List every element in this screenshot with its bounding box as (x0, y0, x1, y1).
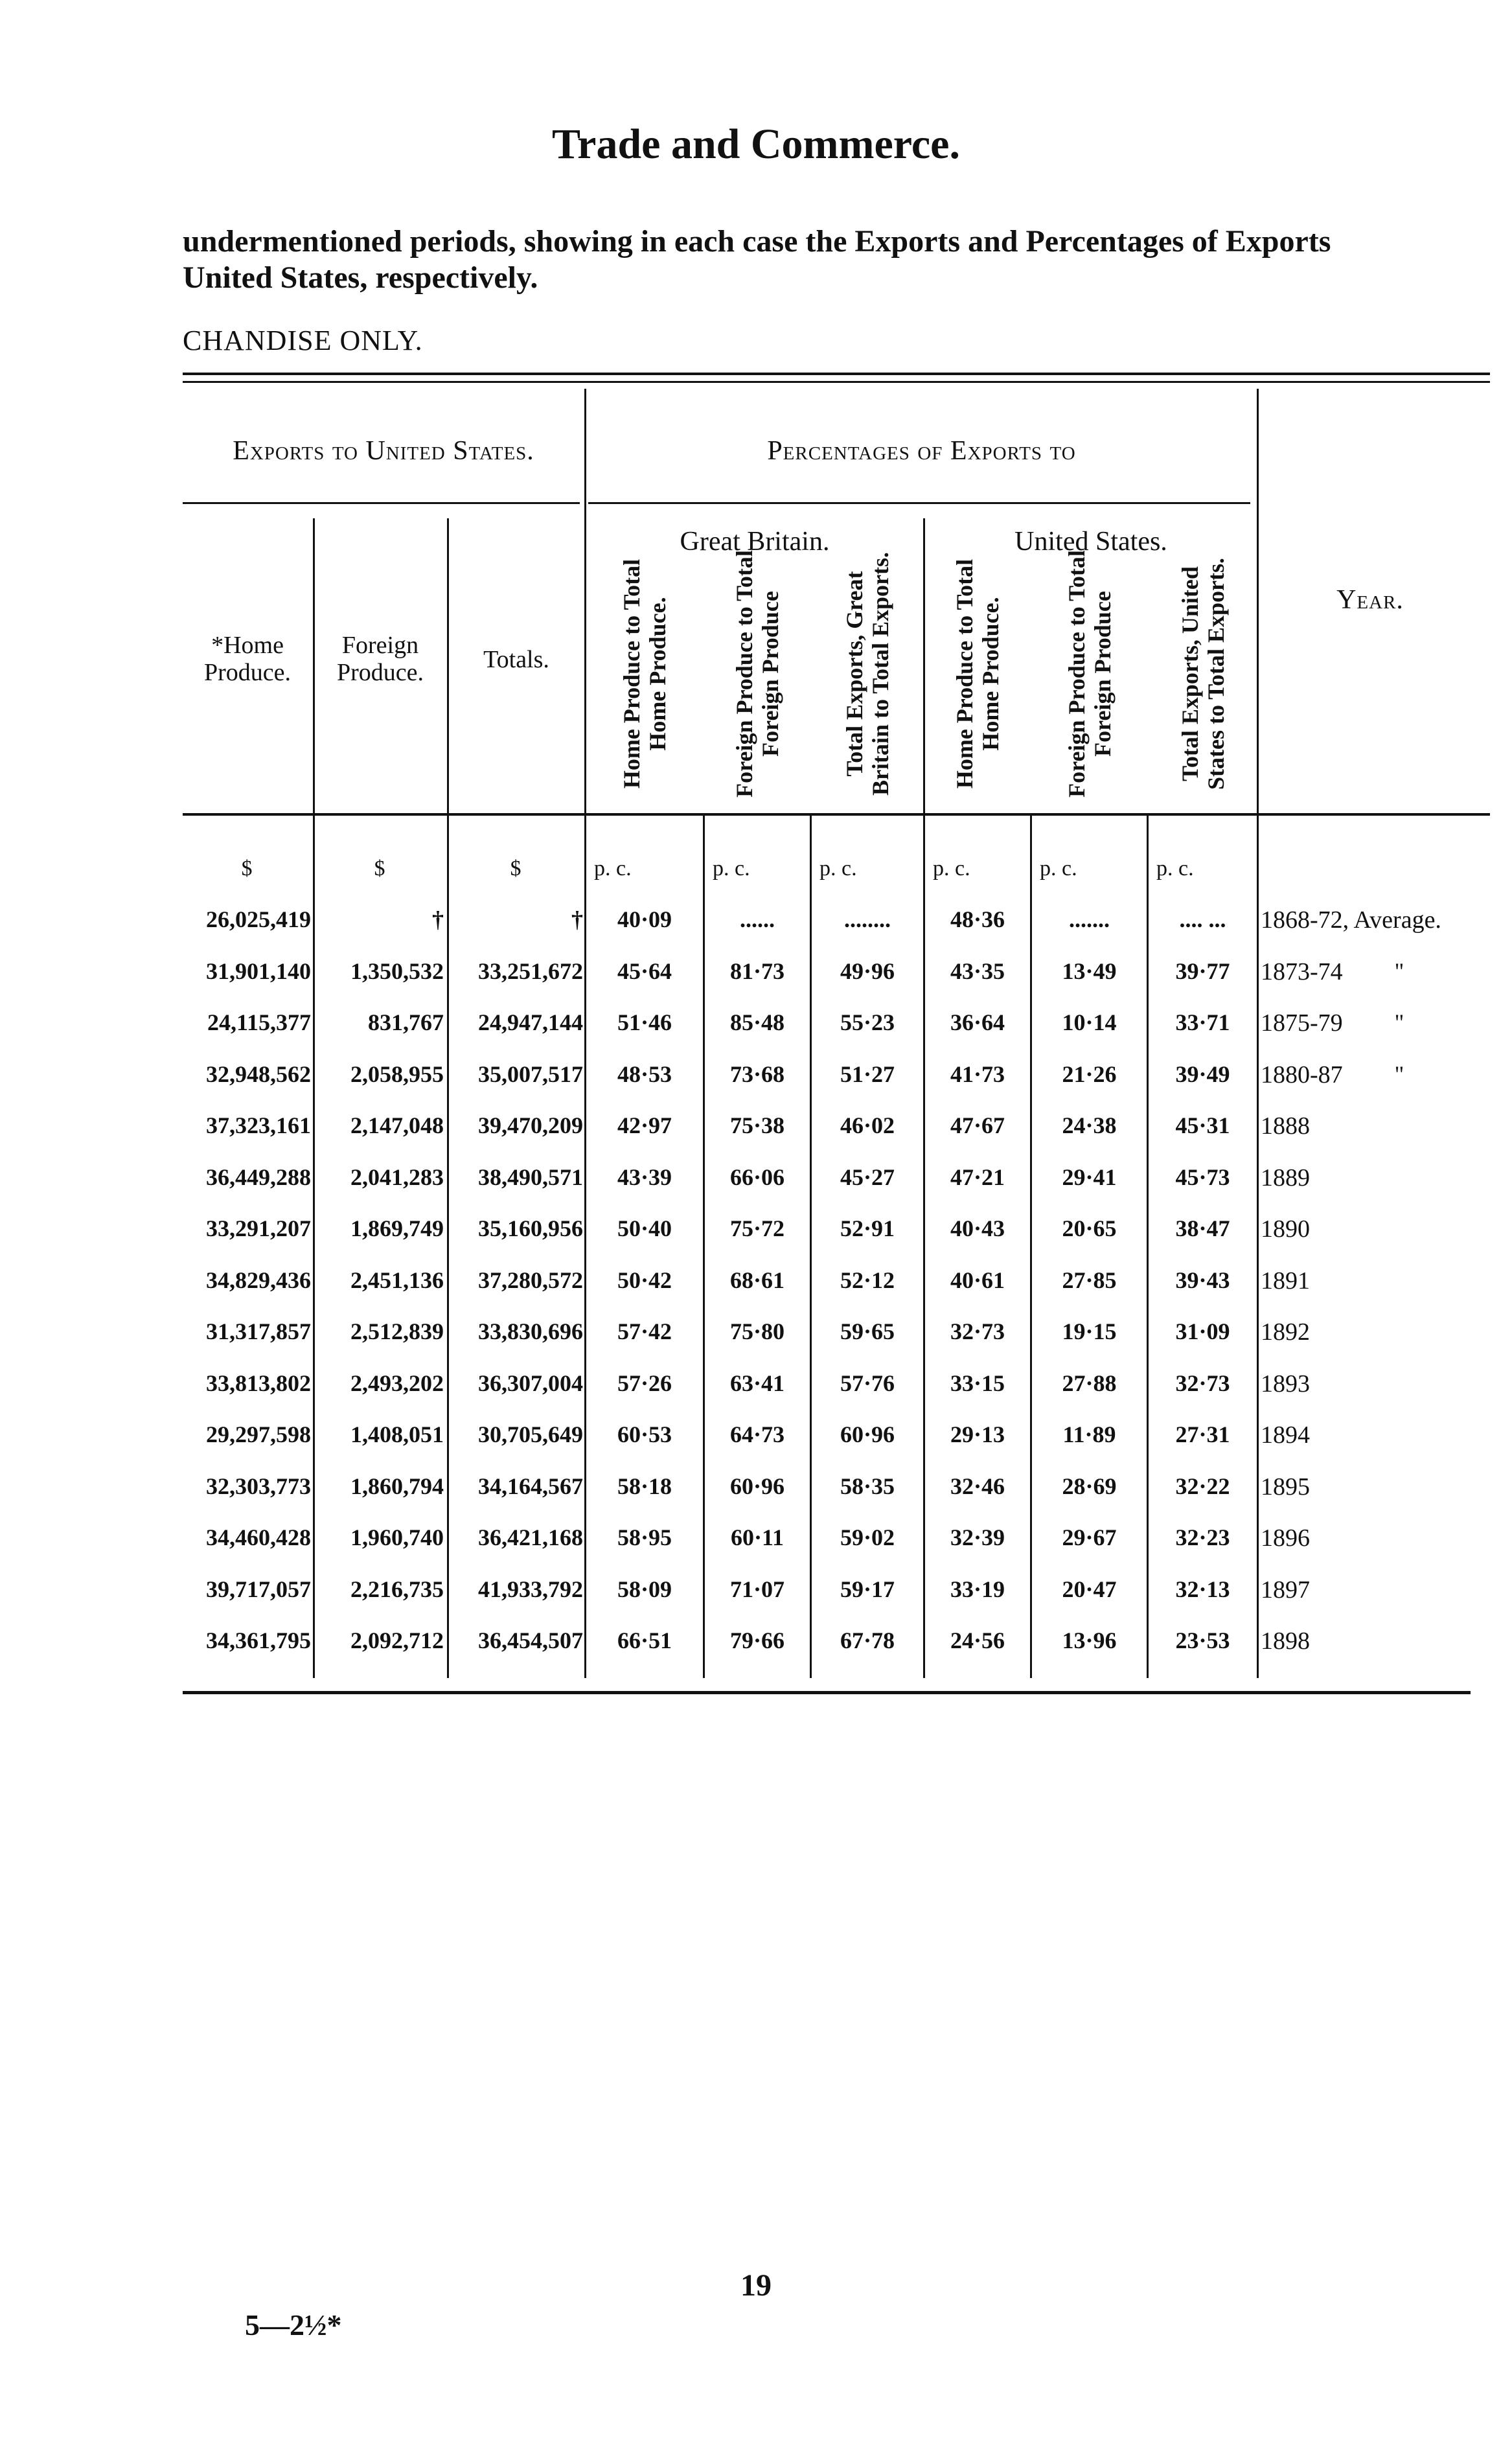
cell-gb-total: 59·02 (840, 1524, 895, 1550)
unit-label: p. c. (933, 857, 970, 880)
intro-line: United States, respectively. (183, 260, 538, 295)
cell-gb-home: 57·26 (617, 1370, 672, 1396)
cell-gb-home: 60·53 (617, 1421, 672, 1447)
cell-foreign: 2,092,712 (350, 1627, 444, 1653)
cell-foreign: 831,767 (368, 1009, 444, 1035)
cell-foreign: 1,960,740 (350, 1524, 444, 1550)
page-number: 19 (740, 2268, 772, 2303)
cell-gb-home: 48·53 (617, 1061, 672, 1087)
cell-gb-foreign: ...... (740, 906, 775, 932)
cell-us-foreign: 29·41 (1062, 1164, 1117, 1190)
cell-us-total: 38·47 (1175, 1215, 1230, 1241)
cell-us-foreign: 20·65 (1062, 1215, 1117, 1241)
cell-foreign: 2,058,955 (350, 1061, 444, 1087)
cell-foreign: 2,512,839 (350, 1318, 444, 1344)
cell-us-home: 40·43 (950, 1215, 1005, 1241)
cell-home: 34,361,795 (206, 1627, 311, 1653)
rule-horizontal (183, 502, 580, 504)
cell-year: 1898 (1261, 1627, 1310, 1655)
cell-us-total: 32·22 (1175, 1473, 1230, 1499)
cell-gb-total: 46·02 (840, 1112, 895, 1138)
cell-us-foreign: 13·96 (1062, 1627, 1117, 1653)
cell-us-home: 33·15 (950, 1370, 1005, 1396)
cell-us-foreign: 29·67 (1062, 1524, 1117, 1550)
cell-gb-total: 59·17 (840, 1576, 895, 1602)
header-us-home: Home Produce to Total Home Produce. (952, 558, 1003, 789)
cell-total: 36,454,507 (478, 1627, 583, 1653)
cell-us-home: 47·21 (950, 1164, 1005, 1190)
cell-gb-foreign: 81·73 (729, 958, 785, 984)
cell-total: 24,947,144 (478, 1009, 583, 1035)
cell-home: 33,813,802 (206, 1370, 311, 1396)
cell-ditto: " (1394, 1009, 1404, 1035)
cell-us-total: 32·73 (1175, 1370, 1230, 1396)
cell-us-foreign: 10·14 (1062, 1009, 1117, 1035)
cell-year: 1875-79 (1261, 1009, 1343, 1037)
cell-us-home: 48·36 (950, 906, 1005, 932)
cell-gb-foreign: 85·48 (729, 1009, 785, 1035)
cell-gb-home: 42·97 (617, 1112, 672, 1138)
cell-us-home: 40·61 (950, 1267, 1005, 1293)
cell-year: 1873-74 (1261, 958, 1343, 985)
cell-gb-foreign: 68·61 (729, 1267, 785, 1293)
cell-total: 39,470,209 (478, 1112, 583, 1138)
cell-us-home: 47·67 (950, 1112, 1005, 1138)
cell-year: 1893 (1261, 1370, 1310, 1397)
cell-year: 1880-87 (1261, 1061, 1343, 1088)
cell-gb-home: 45·64 (617, 958, 672, 984)
cell-home: 34,829,436 (206, 1267, 311, 1293)
cell-total: 34,164,567 (478, 1473, 583, 1499)
rule-horizontal (183, 381, 1490, 383)
header-gb-foreign: Foreign Produce to Total Foreign Produce (731, 550, 783, 798)
cell-gb-total: ........ (844, 906, 891, 932)
cell-gb-home: 40·09 (617, 906, 672, 932)
cell-year: 1868-72, Average. (1261, 906, 1441, 934)
cell-year: 1889 (1261, 1164, 1310, 1191)
unit-label: p. c. (819, 857, 857, 880)
cell-gb-home: 57·42 (617, 1318, 672, 1344)
cell-us-total: 31·09 (1175, 1318, 1230, 1344)
rule-horizontal (183, 1691, 1471, 1694)
cell-total: 33,251,672 (478, 958, 583, 984)
rule-vertical (1257, 389, 1259, 1678)
cell-gb-foreign: 60·11 (730, 1524, 785, 1550)
cell-gb-foreign: 75·38 (729, 1112, 785, 1138)
cell-gb-total: 58·35 (840, 1473, 895, 1499)
cell-year: 1897 (1261, 1576, 1310, 1604)
cell-us-total: 32·23 (1175, 1524, 1230, 1550)
cell-year: 1888 (1261, 1112, 1310, 1140)
cell-gb-foreign: 71·07 (729, 1576, 785, 1602)
cell-us-total: 39·49 (1175, 1061, 1230, 1087)
rule-horizontal (183, 813, 1490, 816)
cell-us-home: 32·73 (950, 1318, 1005, 1344)
cell-foreign: 2,041,283 (350, 1164, 444, 1190)
unit-label: p. c. (1040, 857, 1077, 880)
cell-ditto: " (1394, 958, 1404, 984)
cell-foreign: 2,451,136 (350, 1267, 444, 1293)
cell-gb-total: 51·27 (840, 1061, 895, 1087)
cell-gb-foreign: 60·96 (729, 1473, 785, 1499)
cell-home: 31,901,140 (206, 958, 311, 984)
header-united-states: United States. (1014, 527, 1167, 557)
cell-gb-total: 52·91 (840, 1215, 895, 1241)
cell-gb-foreign: 64·73 (729, 1421, 785, 1447)
cell-gb-foreign: 79·66 (729, 1627, 785, 1653)
cell-us-home: 32·39 (950, 1524, 1005, 1550)
unit-label: p. c. (1156, 857, 1194, 880)
header-us-total: Total Exports, United States to Total Exports. (1176, 557, 1229, 790)
header-totals: Totals. (483, 646, 549, 673)
cell-gb-home: 58·18 (617, 1473, 672, 1499)
cell-gb-total: 49·96 (840, 958, 895, 984)
header-percentages: Percentages of Exports to (767, 436, 1076, 466)
cell-year: 1891 (1261, 1267, 1310, 1294)
cell-gb-home: 50·42 (617, 1267, 672, 1293)
header-year: Year. (1336, 585, 1404, 615)
cell-home: 34,460,428 (206, 1524, 311, 1550)
cell-us-total: 23·53 (1175, 1627, 1230, 1653)
cell-foreign: 2,147,048 (350, 1112, 444, 1138)
cell-us-foreign: 27·85 (1062, 1267, 1117, 1293)
header-home-produce: *Home Produce. (203, 632, 292, 686)
cell-us-home: 29·13 (950, 1421, 1005, 1447)
cell-gb-total: 60·96 (840, 1421, 895, 1447)
cell-gb-foreign: 63·41 (729, 1370, 785, 1396)
header-us-foreign: Foreign Produce to Total Foreign Produce (1063, 550, 1116, 798)
cell-foreign: 1,869,749 (350, 1215, 444, 1241)
cell-gb-home: 51·46 (617, 1009, 672, 1035)
cell-foreign: 1,350,532 (350, 958, 444, 984)
cell-year: 1894 (1261, 1421, 1310, 1449)
cell-year: 1896 (1261, 1524, 1310, 1552)
cell-home: 32,948,562 (206, 1061, 311, 1087)
cell-us-home: 24·56 (950, 1627, 1005, 1653)
rule-horizontal (183, 373, 1490, 375)
cell-year: 1890 (1261, 1215, 1310, 1243)
cell-us-total: 27·31 (1175, 1421, 1230, 1447)
cell-us-foreign: 21·26 (1062, 1061, 1117, 1087)
cell-total: 36,421,168 (478, 1524, 583, 1550)
cell-total: 38,490,571 (478, 1164, 583, 1190)
cell-year: 1895 (1261, 1473, 1310, 1501)
cell-home: 36,449,288 (206, 1164, 311, 1190)
cell-gb-foreign: 66·06 (729, 1164, 785, 1190)
cell-us-foreign: 27·88 (1062, 1370, 1117, 1396)
cell-us-total: 33·71 (1175, 1009, 1230, 1035)
cell-home: 24,115,377 (207, 1009, 311, 1035)
cell-foreign: 1,860,794 (350, 1473, 444, 1499)
cell-total: 30,705,649 (478, 1421, 583, 1447)
cell-home: 31,317,857 (206, 1318, 311, 1344)
cell-us-foreign: ....... (1069, 906, 1110, 932)
cell-gb-total: 67·78 (840, 1627, 895, 1653)
cell-us-foreign: 28·69 (1062, 1473, 1117, 1499)
cell-gb-foreign: 73·68 (729, 1061, 785, 1087)
signature-mark: 5—2½* (245, 2308, 342, 2341)
cell-us-total: 32·13 (1175, 1576, 1230, 1602)
unit-label: p. c. (594, 857, 632, 880)
cell-us-home: 43·35 (950, 958, 1005, 984)
unit-label: $ (241, 857, 253, 880)
cell-home: 29,297,598 (206, 1421, 311, 1447)
cell-foreign: 1,408,051 (350, 1421, 444, 1447)
cell-gb-foreign: 75·72 (729, 1215, 785, 1241)
header-foreign-produce: Foreign Produce. (336, 632, 424, 686)
header-gb-total: Total Exports, Great Britain to Total Exports. (842, 551, 893, 796)
unit-label: $ (374, 857, 385, 880)
rule-vertical (447, 518, 449, 1678)
cell-home: 39,717,057 (206, 1576, 311, 1602)
cell-us-total: 45·73 (1175, 1164, 1230, 1190)
cell-home: 33,291,207 (206, 1215, 311, 1241)
cell-us-total: 45·31 (1175, 1112, 1230, 1138)
cell-us-foreign: 20·47 (1062, 1576, 1117, 1602)
cell-total: 37,280,572 (478, 1267, 583, 1293)
cell-gb-home: 58·09 (617, 1576, 672, 1602)
cell-us-foreign: 13·49 (1062, 958, 1117, 984)
header-great-britain: Great Britain. (680, 527, 830, 557)
cell-gb-foreign: 75·80 (729, 1318, 785, 1344)
cell-us-total: 39·77 (1175, 958, 1230, 984)
cell-gb-total: 55·23 (840, 1009, 895, 1035)
cell-us-home: 33·19 (950, 1576, 1005, 1602)
intro-line: undermentioned periods, showing in each case the Exports and Percentages of Exports (183, 224, 1331, 259)
rule-vertical (313, 518, 315, 1678)
cell-us-foreign: 24·38 (1062, 1112, 1117, 1138)
section-subheading: CHANDISE ONLY. (183, 325, 423, 356)
cell-foreign: 2,493,202 (350, 1370, 444, 1396)
header-gb-home: Home Produce to Total Home Produce. (619, 558, 670, 789)
cell-gb-total: 57·76 (840, 1370, 895, 1396)
cell-gb-home: 50·40 (617, 1215, 672, 1241)
cell-gb-total: 45·27 (840, 1164, 895, 1190)
cell-foreign: † (432, 906, 444, 932)
cell-total: † (571, 906, 583, 932)
cell-ditto: " (1394, 1061, 1404, 1087)
cell-year: 1892 (1261, 1318, 1310, 1346)
unit-label: $ (510, 857, 521, 880)
header-exports-to-us: Exports to United States. (233, 436, 534, 466)
cell-gb-home: 58·95 (617, 1524, 672, 1550)
cell-us-foreign: 19·15 (1062, 1318, 1117, 1344)
cell-gb-total: 59·65 (840, 1318, 895, 1344)
cell-us-foreign: 11·89 (1062, 1421, 1116, 1447)
intro-text (183, 224, 1498, 296)
cell-us-total: 39·43 (1175, 1267, 1230, 1293)
cell-gb-home: 43·39 (617, 1164, 672, 1190)
cell-us-total: .... ... (1179, 906, 1226, 932)
rule-horizontal (588, 502, 1250, 504)
cell-home: 32,303,773 (206, 1473, 311, 1499)
cell-home: 26,025,419 (206, 906, 311, 932)
page-title: Trade and Commerce. (552, 121, 960, 168)
cell-gb-home: 66·51 (617, 1627, 672, 1653)
cell-total: 35,007,517 (478, 1061, 583, 1087)
cell-home: 37,323,161 (206, 1112, 311, 1138)
cell-total: 36,307,004 (478, 1370, 583, 1396)
cell-total: 41,933,792 (478, 1576, 583, 1602)
cell-us-home: 36·64 (950, 1009, 1005, 1035)
cell-gb-total: 52·12 (840, 1267, 895, 1293)
cell-total: 35,160,956 (478, 1215, 583, 1241)
rule-vertical (923, 518, 925, 1678)
unit-label: p. c. (713, 857, 750, 880)
cell-total: 33,830,696 (478, 1318, 583, 1344)
cell-us-home: 41·73 (950, 1061, 1005, 1087)
cell-us-home: 32·46 (950, 1473, 1005, 1499)
cell-foreign: 2,216,735 (350, 1576, 444, 1602)
